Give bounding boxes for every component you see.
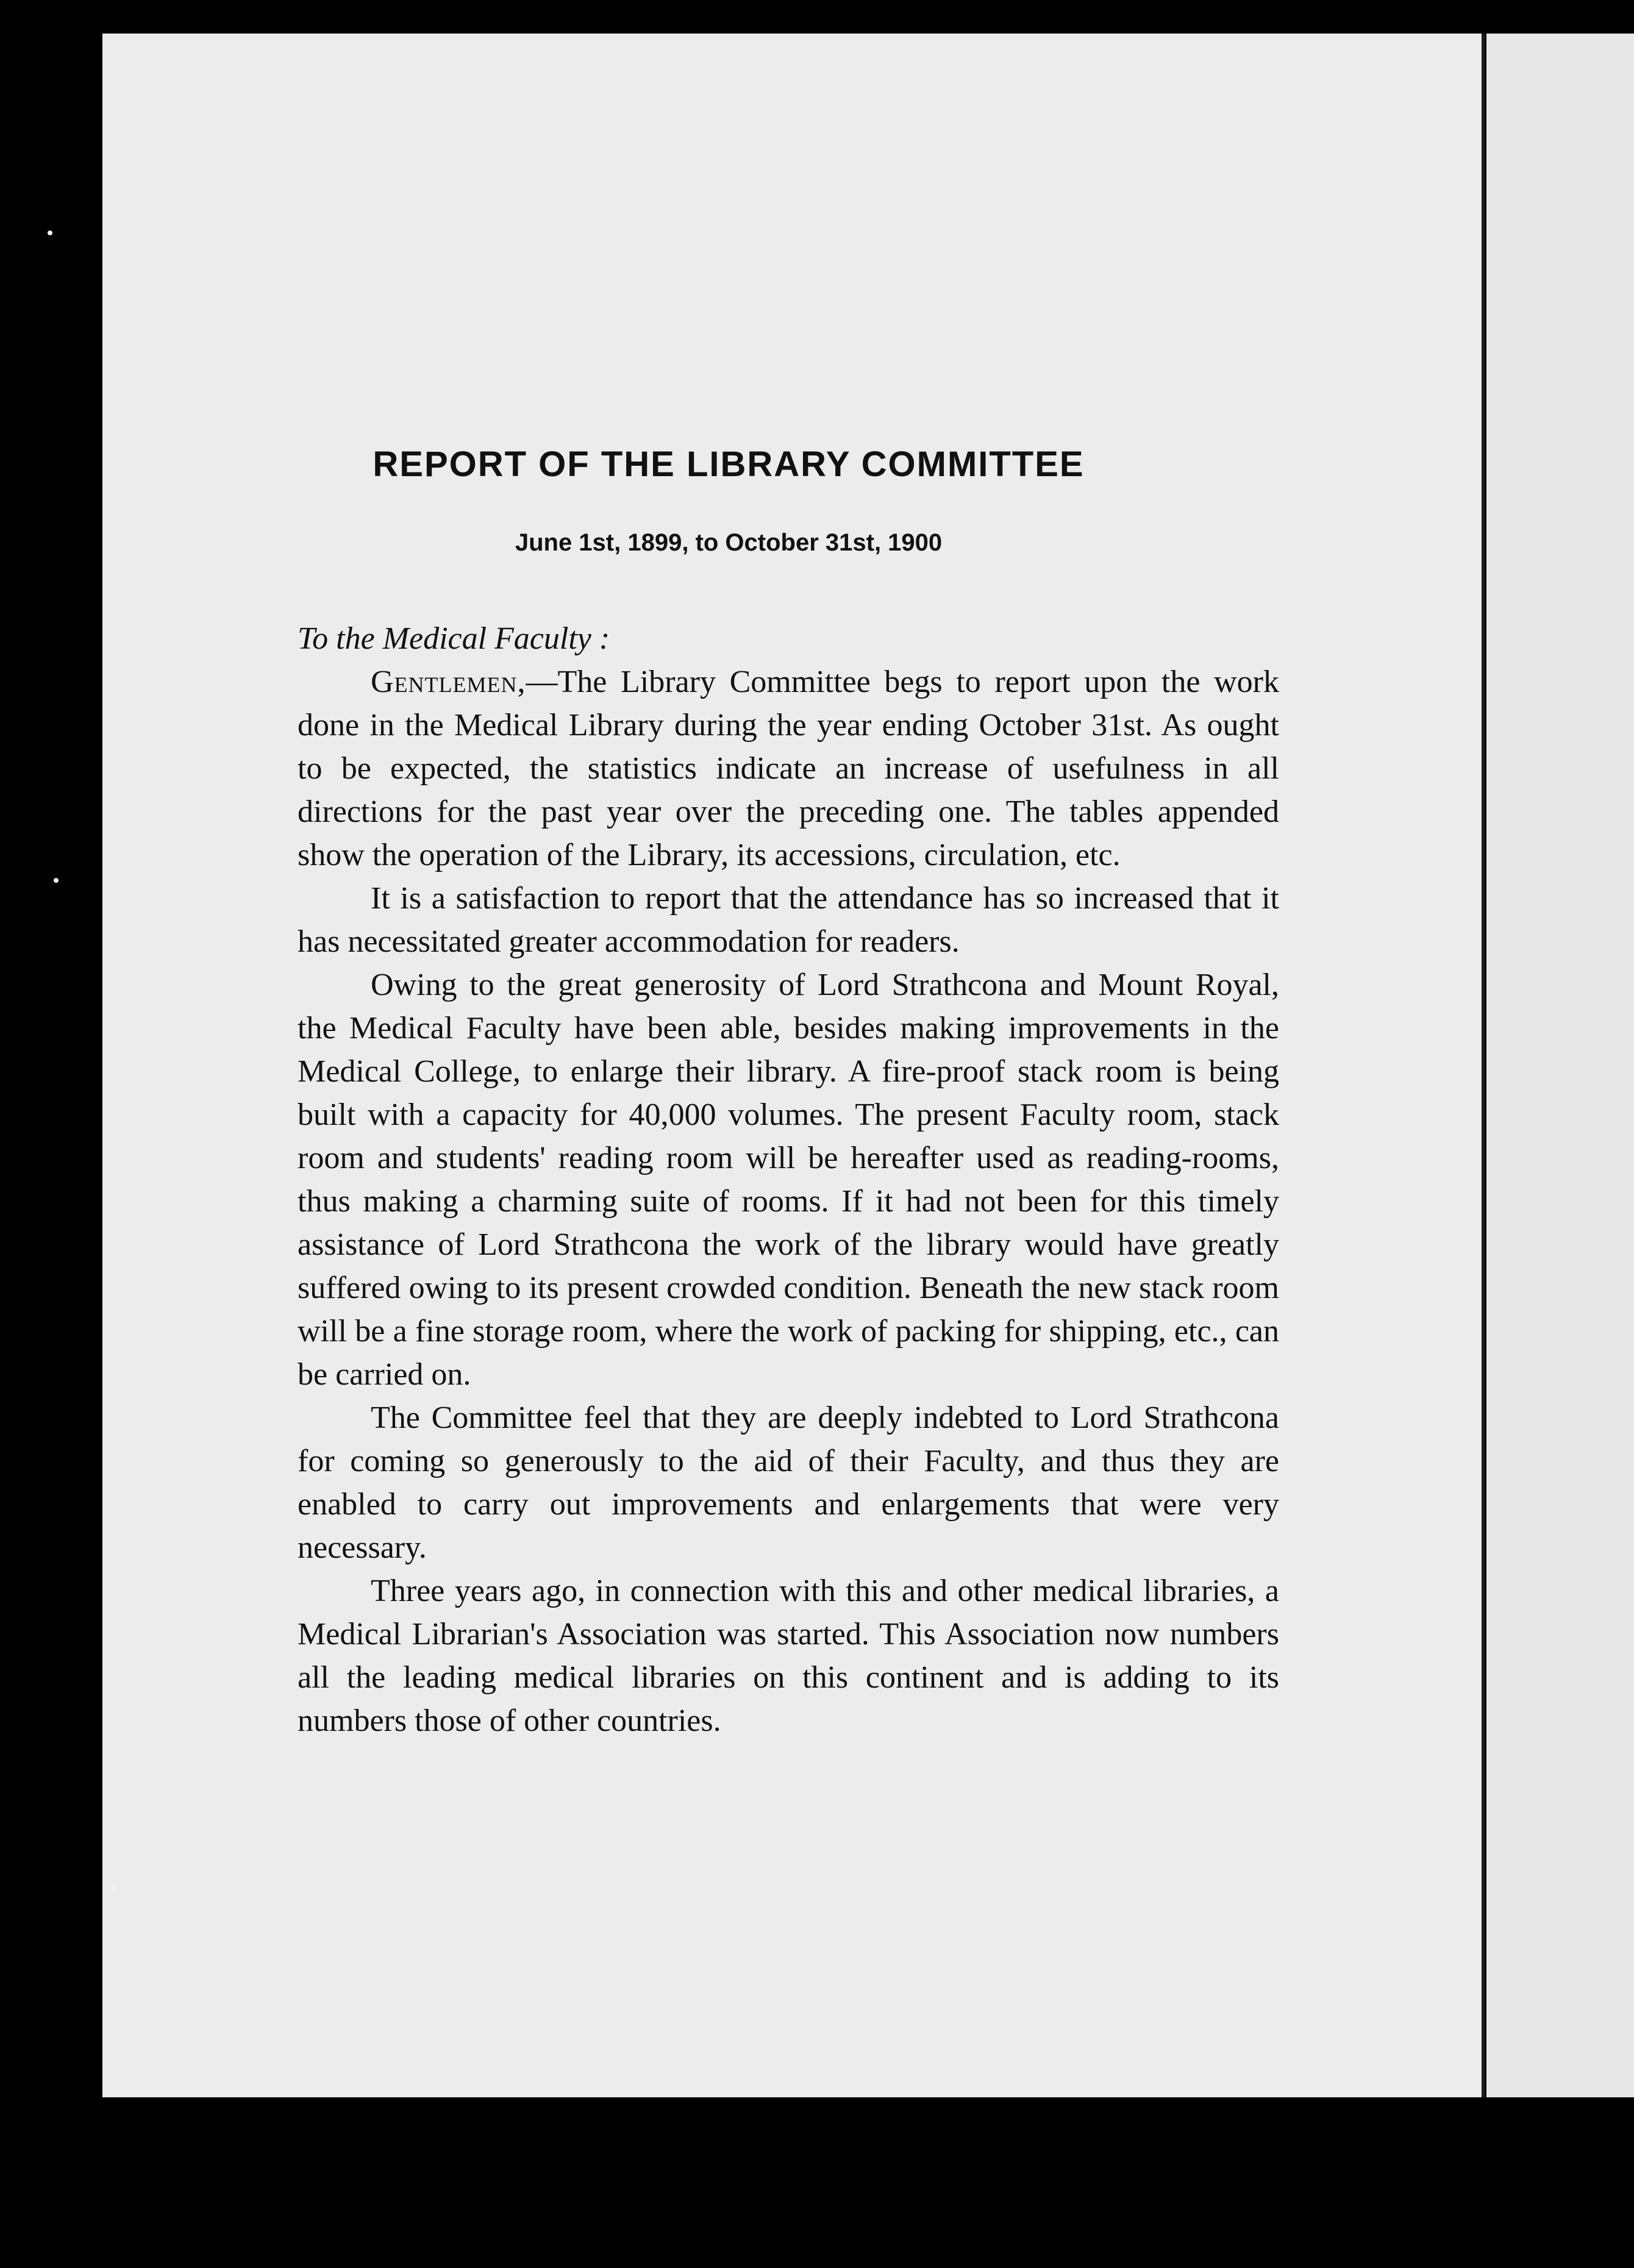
paragraph-1 (298, 660, 1279, 877)
paragraph-4: The Committee feel that they are deeply indebted to Lord Strathcona for coming so generously to the aid of their Faculty, and thus they are enabled to carry out improvements and enlargements that were very necessary. (298, 1400, 1279, 1565)
paragraph-2: It is a satisfaction to report that the attendance has so increased that it has necessitated greater accommodation for readers. (298, 881, 1279, 959)
facing-page-edge (1486, 34, 1634, 2097)
paragraph-1-text: —The Library Committee begs to report upon the work done in the Medical Library during the year ending October 31st. As ought to be expected, the statistics indicate an increase of usefulness in all directions for the past year over the preceding one. The tables appended show the operation of the Library, its accessions, circulation, etc. (298, 665, 1279, 872)
scan-speck (48, 230, 52, 235)
paragraph-3: Owing to the great generosity of Lord Strathcona and Mount Royal, the Medical Faculty have been able, besides making improvements in the Medical College, to enlarge their library. A fire-proof stack room is being built with a capacity for 40,000 volumes. The present Faculty room, stack room and students' reading room will be hereafter used as reading-rooms, thus making a charming suite of rooms. If it had not been for this timely assistance of Lord Strathcona the work of the library would have greatly suffered owing to its present crowded condition. Beneath the new stack room will be a fine storage room, where the work of packing for shipping, etc., can be carried on. (298, 968, 1279, 1392)
salutation: To the Medical Faculty : (298, 621, 610, 656)
document-body (298, 617, 1279, 1742)
document-subtitle: June 1st, 1899, to October 31st, 1900 (515, 529, 943, 556)
document-title: REPORT OF THE LIBRARY COMMITTEE (373, 444, 1085, 484)
paragraph-5: Three years ago, in connection with this and other medical libraries, a Medical Librarian's Association was started. This Association now numbers all the leading medical libraries on this continent and is adding to its numbers those of other countries. (298, 1574, 1279, 1738)
scan-speck (111, 1885, 116, 1890)
paragraph-1-lead: Gentlemen, (371, 665, 526, 699)
scan-speck (54, 878, 59, 883)
